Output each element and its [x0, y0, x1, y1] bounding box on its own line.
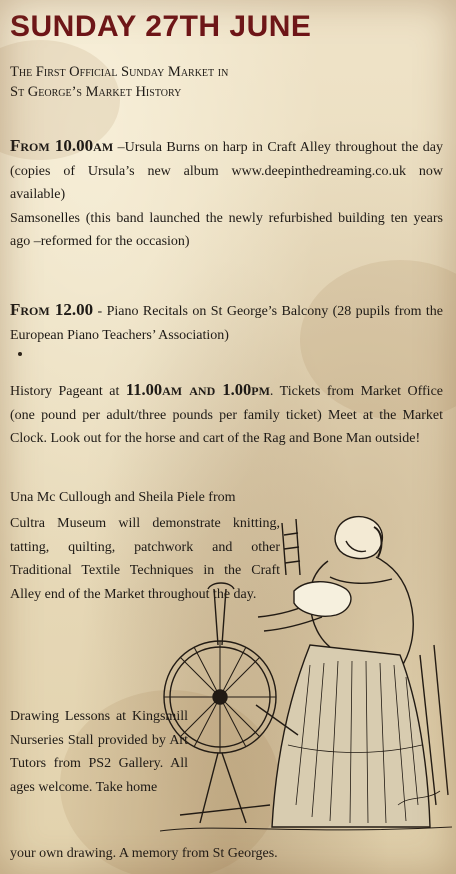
subtitle — [10, 62, 440, 102]
section-text: - Piano Recitals on St George’s Balcony (28 pupils from the European Piano Teachers’ Association) — [10, 304, 443, 343]
section-drawing-last-line: your own drawing. A memory from St Georges. — [10, 846, 278, 861]
section-textile-intro: Una Mc Cullough and Sheila Piele from — [10, 490, 236, 505]
subtitle-line-1: The First Official Sunday Market in — [10, 64, 229, 80]
section-pageant — [10, 378, 443, 451]
section-time-label: From 12.00 — [10, 300, 94, 319]
pageant-times: 11.00am and 1.00pm — [125, 380, 270, 399]
page-title: SUNDAY 27TH JUNE — [10, 10, 312, 43]
section-piano — [10, 298, 443, 347]
section-text: –Ursula Burns on harp in Craft Alley throughout the day (copies of Ursula’s new album www.deepinthedreaming.co.uk now available) — [10, 140, 443, 202]
ink-speck — [18, 352, 22, 356]
section-drawing: Drawing Lessons at Kingsmill Nurseries Stall provided by Art Tutors from PS2 Gallery. All ages welcome. Take home — [10, 709, 188, 795]
section-text: Samsonelles (this band launched the newly refurbished building ten years ago –reformed for the occasion) — [10, 210, 443, 249]
section-time-label: From 10.00am — [10, 136, 114, 155]
woman-spinning-wheel-drawing — [160, 505, 452, 855]
section-text: History Pageant at — [10, 384, 126, 399]
section-textile: Cultra Museum will demonstrate knitting, tatting, quilting, patchwork and other Traditional Textile Techniques in the Craft Alley end of the Market throughout the day. — [10, 516, 280, 602]
subtitle-line-2: St George’s Market History — [10, 84, 182, 100]
section-harp — [10, 134, 443, 254]
section-text: . Tickets from Market Office (one pound per adult/three pounds per family ticket) Meet at the Market Clock. Look out for the horse and cart of the Rag and Bone Man outside! — [10, 384, 443, 446]
